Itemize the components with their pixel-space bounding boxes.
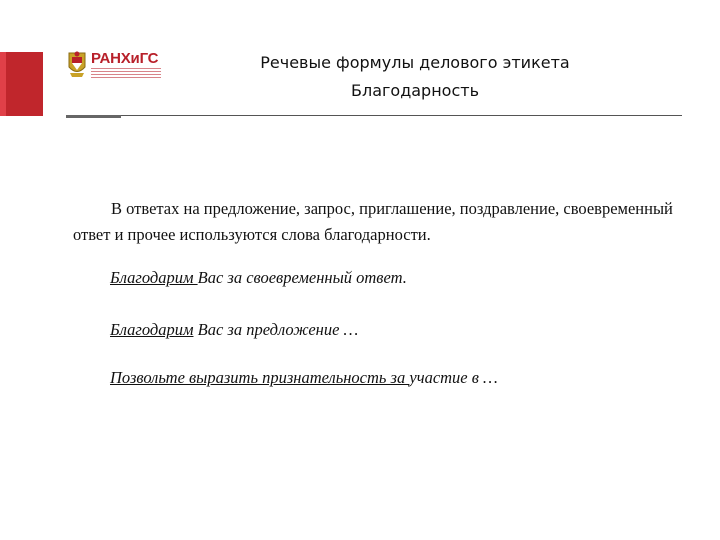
header-divider-accent — [66, 115, 121, 118]
phrase-3 — [110, 368, 498, 388]
logo-wordmark: РАНХиГС — [91, 49, 159, 67]
phrase-3-rest: участие в … — [409, 368, 498, 387]
title-line-1: Речевые формулы делового этикета — [260, 53, 570, 72]
ranepa-logo — [66, 49, 162, 79]
page-title — [205, 49, 625, 105]
phrase-1 — [110, 268, 407, 288]
red-accent-bar-edge — [0, 52, 6, 116]
phrase-2 — [110, 320, 358, 340]
phrase-1-emphasis: Благодарим — [110, 268, 198, 287]
phrase-2-rest: Вас за предложение … — [193, 320, 359, 339]
phrase-3-emphasis: Позвольте выразить признательность за — [110, 368, 410, 387]
header-divider — [66, 115, 682, 116]
phrase-1-rest: Вас за своевременный ответ. — [197, 268, 407, 287]
intro-paragraph: В ответах на предложение, запрос, приглашение, поздравление, своевременный ответ и прочее используются слова благодарности. — [73, 199, 673, 244]
red-accent-bar — [0, 52, 43, 116]
logo-subtitle-lines — [91, 68, 161, 78]
phrase-2-emphasis: Благодарим — [110, 320, 194, 339]
title-line-2: Благодарность — [350, 81, 480, 100]
emblem-icon — [66, 49, 88, 79]
